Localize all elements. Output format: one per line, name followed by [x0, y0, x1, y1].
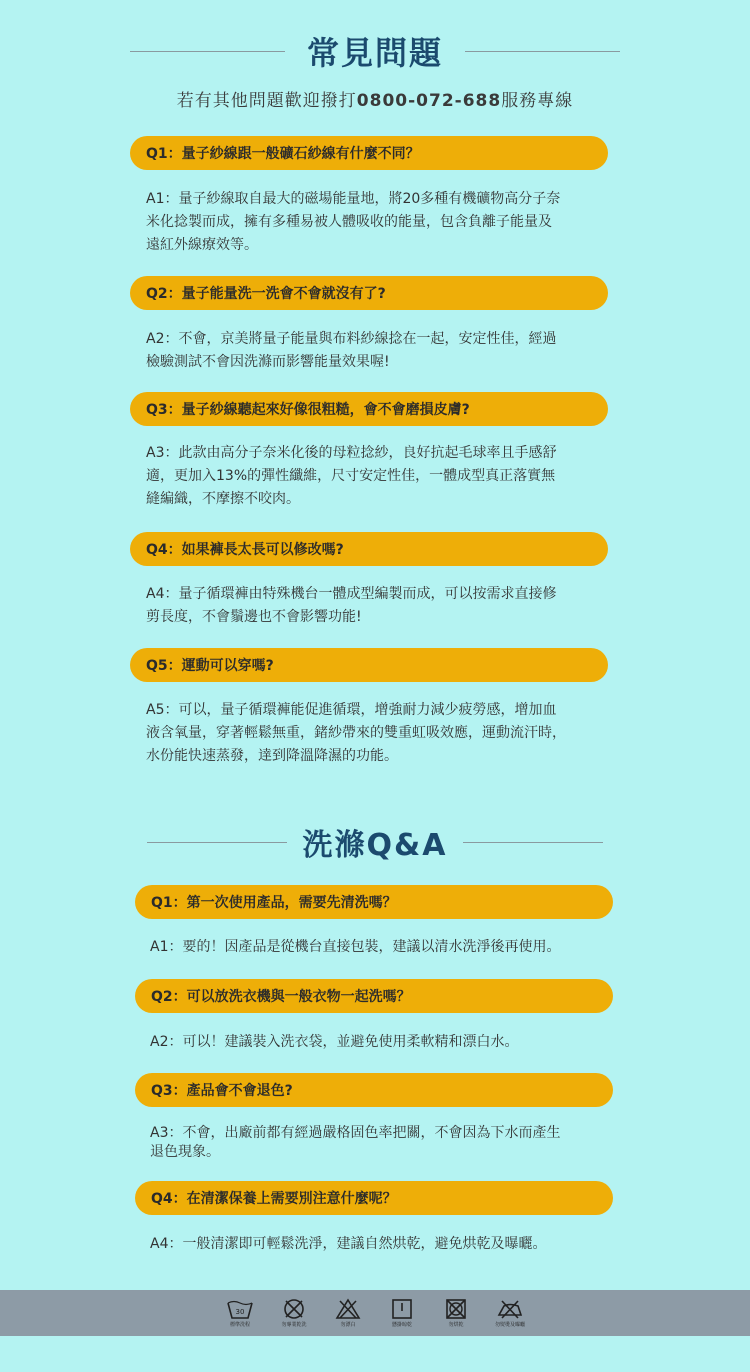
answer-line: 米化捻製而成，擁有多種易被人體吸收的能量，包含負離子能量及: [146, 214, 552, 230]
care-icons-bar: [0, 1290, 750, 1336]
faq-title: 常見問題: [306, 34, 443, 72]
wash-title-row: [0, 820, 750, 864]
answer-line: 水份能快速蒸發，達到降溫降濕的功能。: [146, 748, 398, 764]
answer-line: A3：不會，出廠前都有經過嚴格固色率把關，不會因為下水而產生: [150, 1125, 561, 1141]
faq-question-4: Q4：如果褲長太長可以修改嗎?: [130, 532, 608, 566]
no-tumble-dry-icon: [436, 1298, 476, 1328]
svg-text:30: 30: [235, 1308, 245, 1316]
wash-question-2: Q2：可以放洗衣機與一般衣物一起洗嗎？: [135, 979, 613, 1013]
faq-title-row: [0, 28, 750, 74]
answer-line: A3：此款由高分子奈米化後的母粒捻紗，良好抗起毛球率且手感舒: [146, 445, 557, 461]
answer-line: A4：一般清潔即可輕鬆洗淨，建議自然烘乾，避免烘乾及曝曬。: [150, 1236, 547, 1252]
faq-answer-1: [146, 188, 560, 257]
answer-line: 退色現象。: [150, 1144, 220, 1160]
wash-question-3: Q3：產品會不會退色?: [135, 1073, 613, 1107]
care-label: 勿專業乾洗: [281, 1322, 307, 1328]
answer-line: 液含氧量，穿著輕鬆無重，鍺紗帶來的雙重虹吸效應，運動流汗時，: [146, 725, 566, 741]
divider-left: [130, 51, 285, 52]
faq-question-5: Q5：運動可以穿嗎?: [130, 648, 608, 682]
answer-line: A1：要的！因產品是從機台直接包裝，建議以清水洗淨後再使用。: [150, 939, 561, 955]
hang-dry-icon: [382, 1298, 422, 1328]
answer-line: 檢驗測試不會因洗滌而影響能量效果喔!: [146, 354, 390, 370]
wash-title: 洗滌Q&A: [302, 828, 448, 863]
subtitle-suffix: 服務專線: [501, 91, 574, 111]
wash-question-1: Q1：第一次使用產品，需要先清洗嗎？: [135, 885, 613, 919]
wash-answer-3: [150, 1124, 560, 1162]
answer-line: A4：量子循環褲由特殊機台一體成型編製而成，可以按需求直接修: [146, 586, 557, 602]
answer-line: A2：可以！建議裝入洗衣袋，並避免使用柔軟精和漂白水。: [150, 1034, 519, 1050]
care-label: 勿烘乾: [448, 1322, 464, 1328]
care-label: 勿熨燙及曝曬: [494, 1322, 525, 1328]
faq-question-1: Q1：量子紗線跟一般礦石紗線有什麼不同？: [130, 136, 608, 170]
faq-answer-5: [146, 699, 566, 768]
answer-line: 遠紅外線療效等。: [146, 237, 258, 253]
faq-subtitle: [0, 86, 750, 111]
divider-left: [147, 842, 287, 843]
divider-right: [463, 842, 603, 843]
answer-line: A2：不會，京美將量子能量與布料紗線捻在一起，安定性佳，經過: [146, 331, 557, 347]
wash-30-icon: [220, 1298, 260, 1328]
subtitle-prefix: 若有其他問題歡迎撥打: [176, 91, 357, 111]
wash-question-4: Q4：在清潔保養上需要別注意什麼呢？: [135, 1181, 613, 1215]
phone-number[interactable]: 0800-072-688: [356, 91, 502, 111]
no-bleach-icon: [328, 1298, 368, 1328]
answer-line: A1：量子紗線取自最大的磁場能量地，將20多種有機礦物高分子奈: [146, 191, 561, 207]
faq-answer-4: [146, 583, 556, 629]
wash-answer-4: [150, 1233, 546, 1256]
wash-answer-1: [150, 936, 560, 959]
answer-line: 剪長度，不會鬚邊也不會影響功能!: [146, 609, 362, 625]
faq-question-2: Q2：量子能量洗一洗會不會就沒有了?: [130, 276, 608, 310]
no-iron-icon: [490, 1298, 530, 1328]
faq-answer-3: [146, 442, 556, 511]
answer-line: 縫編織，不摩擦不咬肉。: [146, 491, 300, 507]
faq-answer-2: [146, 328, 556, 374]
answer-line: A5：可以，量子循環褲能促進循環，增強耐力減少疲勞感，增加血: [146, 702, 557, 718]
answer-line: 適，更加入13%的彈性纖維，尺寸安定性佳，一體成型真正落實無: [146, 468, 556, 484]
wash-answer-2: [150, 1031, 518, 1054]
care-label: 懸掛晾乾: [391, 1322, 412, 1328]
care-label: 勿漂白: [340, 1322, 356, 1328]
faq-question-3: Q3：量子紗線聽起來好像很粗糙，會不會磨損皮膚?: [130, 392, 608, 426]
divider-right: [465, 51, 620, 52]
no-dryclean-icon: [274, 1298, 314, 1328]
care-label: 標準洗程: [229, 1322, 250, 1328]
